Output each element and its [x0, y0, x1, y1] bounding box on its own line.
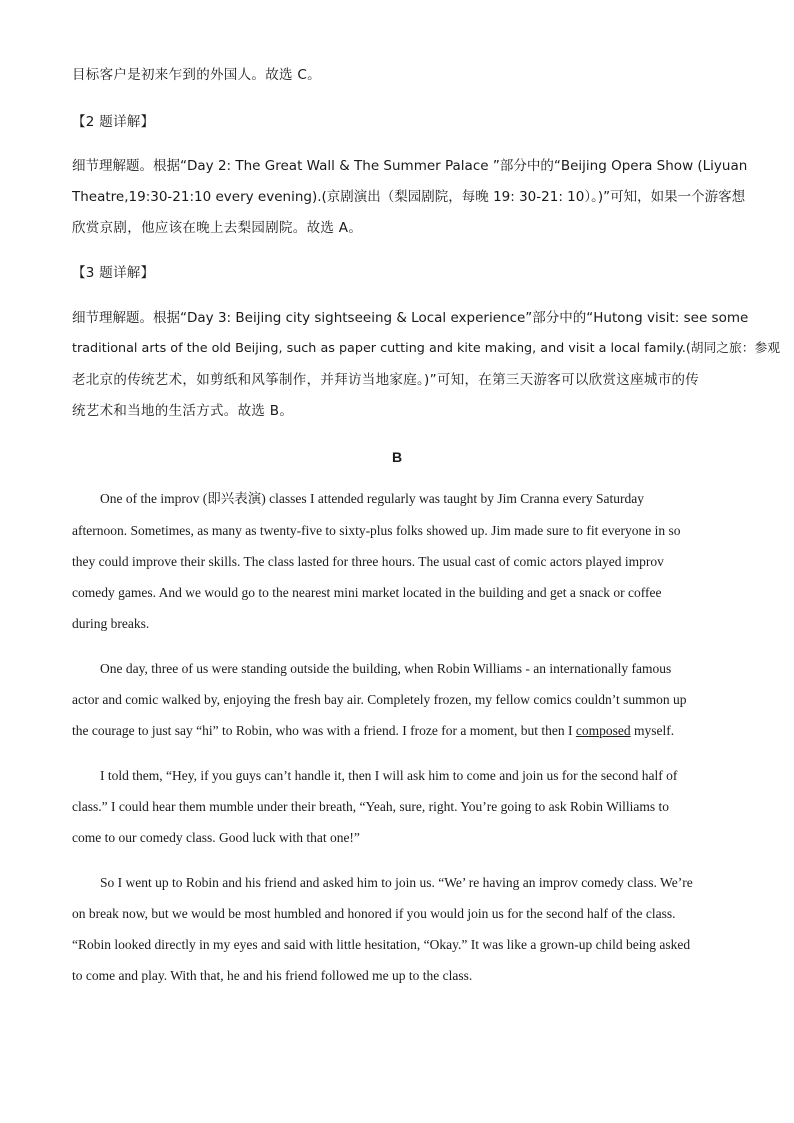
q3-explanation-line-4: 统艺术和当地的生活方式。故选 B。 [72, 403, 294, 419]
underlined-word-composed: composed [575, 723, 631, 738]
p1-line-2: afternoon. Sometimes, as many as twenty-five to sixty-plus folks showed up. Jim made sure to fit everyone in so [72, 523, 681, 538]
p2-line-3-after: myself. [630, 723, 675, 738]
p3-line-3: come to our comedy class. Good luck with that one!” [72, 830, 360, 845]
q2-explanation-line-3: 欣赏京剧，他应该在晚上去梨园剧院。故选 A。 [72, 220, 363, 236]
p1-line-1: One of the improv (即兴表演) classes I attended regularly was taught by Jim Cranna every Saturday [100, 491, 644, 506]
p4-line-1: So I went up to Robin and his friend and asked him to join us. “We’ re having an improv comedy class. We’re [100, 875, 693, 890]
p2-line-3-before: the courage to just say “hi” to Robin, who was with a friend. I froze for a moment, but then I [72, 723, 576, 738]
p1-line-3: they could improve their skills. The class lasted for three hours. The usual cast of comic actors played improv [72, 554, 664, 569]
p2-line-1: One day, three of us were standing outside the building, when Robin Williams - an internationally famous [100, 661, 672, 676]
passage-title: B [391, 449, 403, 465]
p4-line-4: to come and play. With that, he and his friend followed me up to the class. [72, 968, 473, 983]
p2-line-2: actor and comic walked by, enjoying the fresh bay air. Completely frozen, my fellow comics couldn’t summon up [72, 692, 687, 707]
q2-explanation-line-2: Theatre,19:30-21:10 every evening).(京剧演出（梨园剧院，每晚 19: 30-21: 10）。)”可知，如果一个游客想 [72, 189, 746, 205]
q3-explanation-line-1: 细节理解题。根据“Day 3: Beijing city sightseeing & Local experience”部分中的“Hutong visit: see some [72, 310, 749, 326]
p4-line-3: “Robin looked directly in my eyes and said with little hesitation, “Okay.” It was like a grown-up child being asked [72, 937, 691, 952]
q3-explanation-line-2: traditional arts of the old Beijing, such as paper cutting and kite making, and visit a local family.(胡同之旅：参观 [72, 341, 781, 356]
q3-explanation-line-3: 老北京的传统艺术，如剪纸和风筝制作，并拜访当地家庭。)”可知，在第三天游客可以欣赏这座城市的传 [72, 372, 700, 388]
p1-line-5: during breaks. [72, 616, 150, 631]
p1-line-4: comedy games. And we would go to the nearest mini market located in the building and get a snack or coffee [72, 585, 662, 600]
q3-heading: 【3 题详解】 [72, 265, 155, 281]
p2-line-3 [72, 722, 674, 740]
answer-conclusion-line: 目标客户是初来乍到的外国人。故选 C。 [72, 67, 321, 83]
p3-line-1: I told them, “Hey, if you guys can’t handle it, then I will ask him to come and join us for the second half of [100, 768, 678, 783]
q2-explanation-line-1: 细节理解题。根据“Day 2: The Great Wall & The Summer Palace ”部分中的“Beijing Opera Show (Liyuan [72, 158, 748, 174]
p4-line-2: on break now, but we would be most humbled and honored if you would join us for the second half of the class. [72, 906, 676, 921]
q2-heading: 【2 题详解】 [72, 114, 155, 130]
p3-line-2: class.” I could hear them mumble under their breath, “Yeah, sure, right. You’re going to ask Robin Williams to [72, 799, 669, 814]
